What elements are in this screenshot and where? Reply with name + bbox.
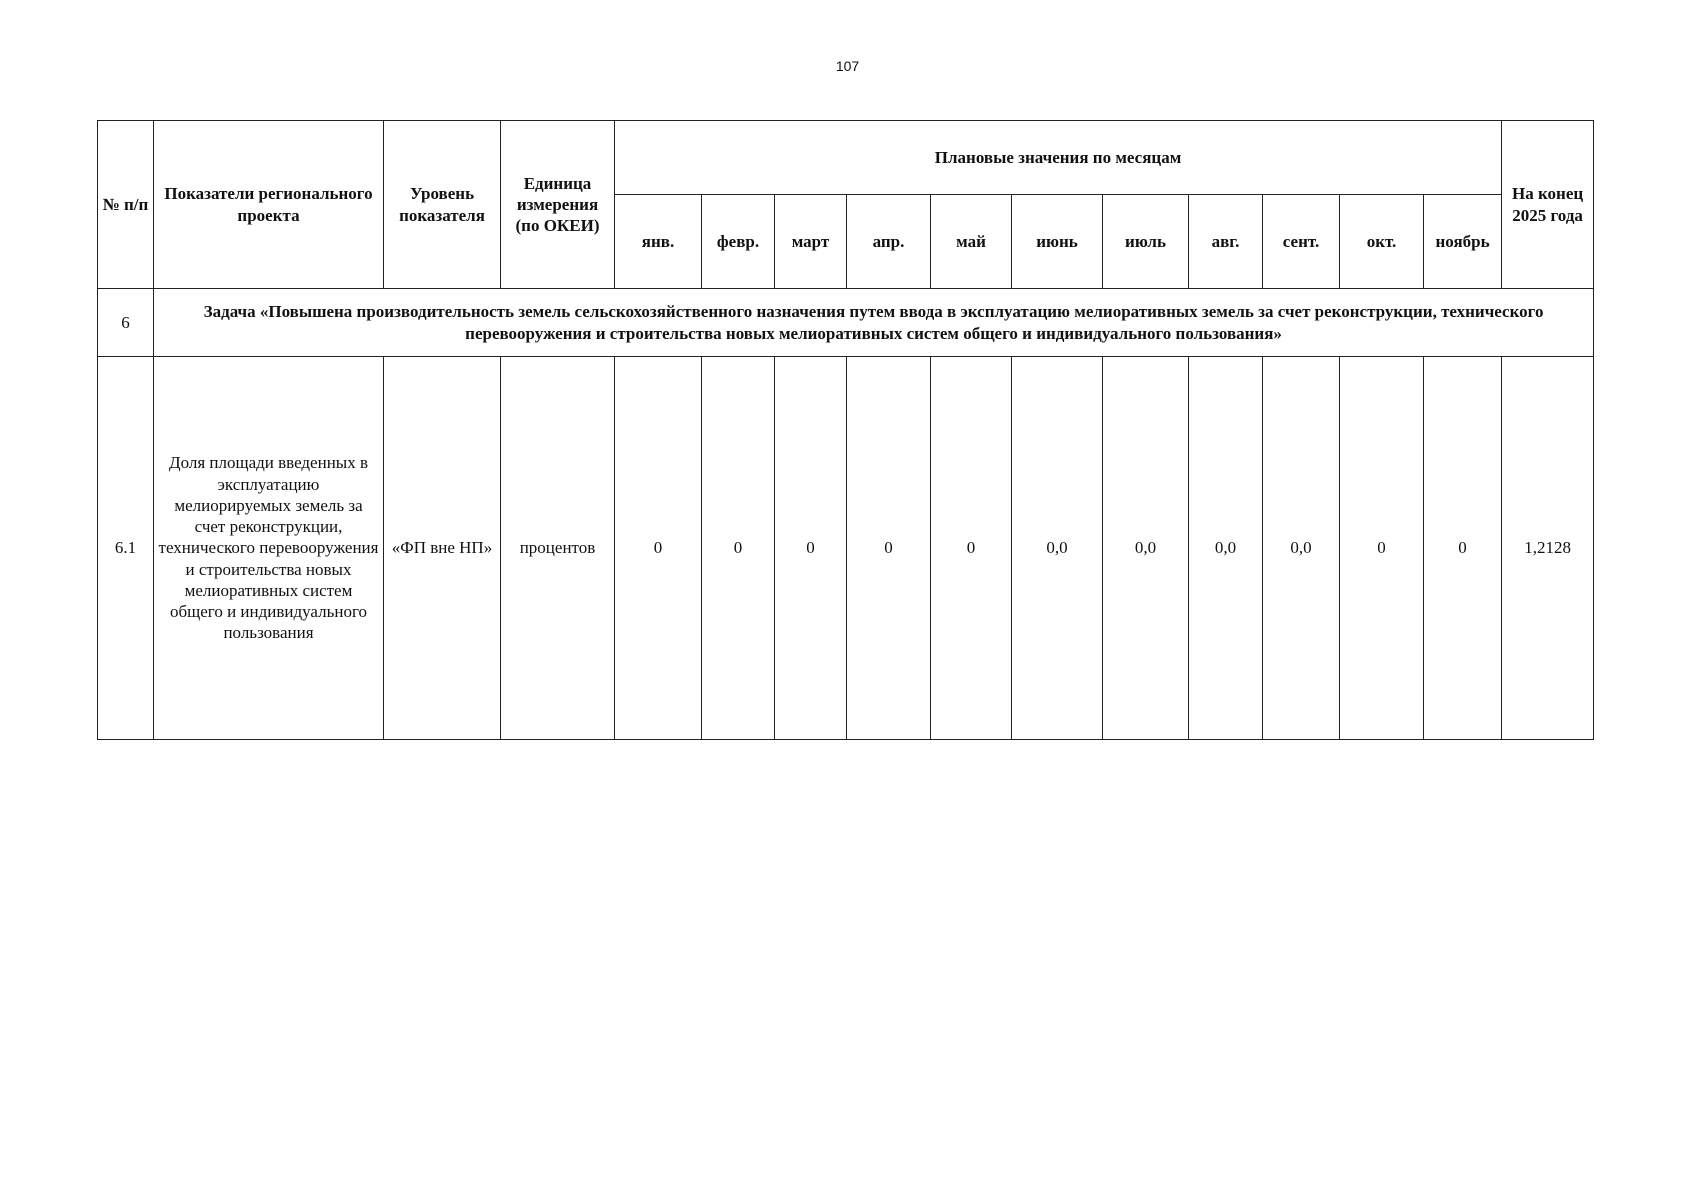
indicator-name: Доля площади введенных в эксплуатацию мелиорируемых земель за счет реконструкции, технического перевооружения и строительства новых мелиоративных систем общего и индивидуального пользования [154,357,384,740]
indicator-unit: процентов [501,357,615,740]
header-month: июль [1103,195,1189,289]
month-value: 0 [775,357,847,740]
page-number: 107 [835,58,860,74]
header-month: авг. [1189,195,1263,289]
month-value: 0 [1340,357,1424,740]
month-value: 0 [931,357,1012,740]
row-number: 6.1 [98,357,154,740]
header-end-value: На конец 2025 года [1502,121,1594,289]
header-level: Уровень показателя [384,121,501,289]
header-row-1 [98,121,1594,195]
header-month: ноябрь [1424,195,1502,289]
end-value: 1,2128 [1502,357,1594,740]
task-description: Задача «Повышена производительность земель сельскохозяйственного назначения путем ввода в эксплуатацию мелиоративных земель за счет реконструкции, технического перевооружения и строительства новых мелиоративных систем общего и индивидуального пользования» [154,289,1594,357]
header-monthly-group: Плановые значения по месяцам [615,121,1502,195]
task-number: 6 [98,289,154,357]
month-value: 0 [702,357,775,740]
month-value: 0 [847,357,931,740]
table-row [98,357,1594,740]
header-month: март [775,195,847,289]
header-month: февр. [702,195,775,289]
indicator-level: «ФП вне НП» [384,357,501,740]
header-unit: Единица измерения (по ОКЕИ) [501,121,615,289]
header-month: окт. [1340,195,1424,289]
month-value: 0,0 [1012,357,1103,740]
header-number: № п/п [98,121,154,289]
header-month: май [931,195,1012,289]
task-row [98,289,1594,357]
header-indicators: Показатели регионального проекта [154,121,384,289]
header-month: июнь [1012,195,1103,289]
header-month: янв. [615,195,702,289]
month-value: 0,0 [1263,357,1340,740]
month-value: 0 [1424,357,1502,740]
plan-values-table [97,120,1594,740]
month-value: 0,0 [1189,357,1263,740]
header-month: апр. [847,195,931,289]
header-month: сент. [1263,195,1340,289]
month-value: 0,0 [1103,357,1189,740]
month-value: 0 [615,357,702,740]
